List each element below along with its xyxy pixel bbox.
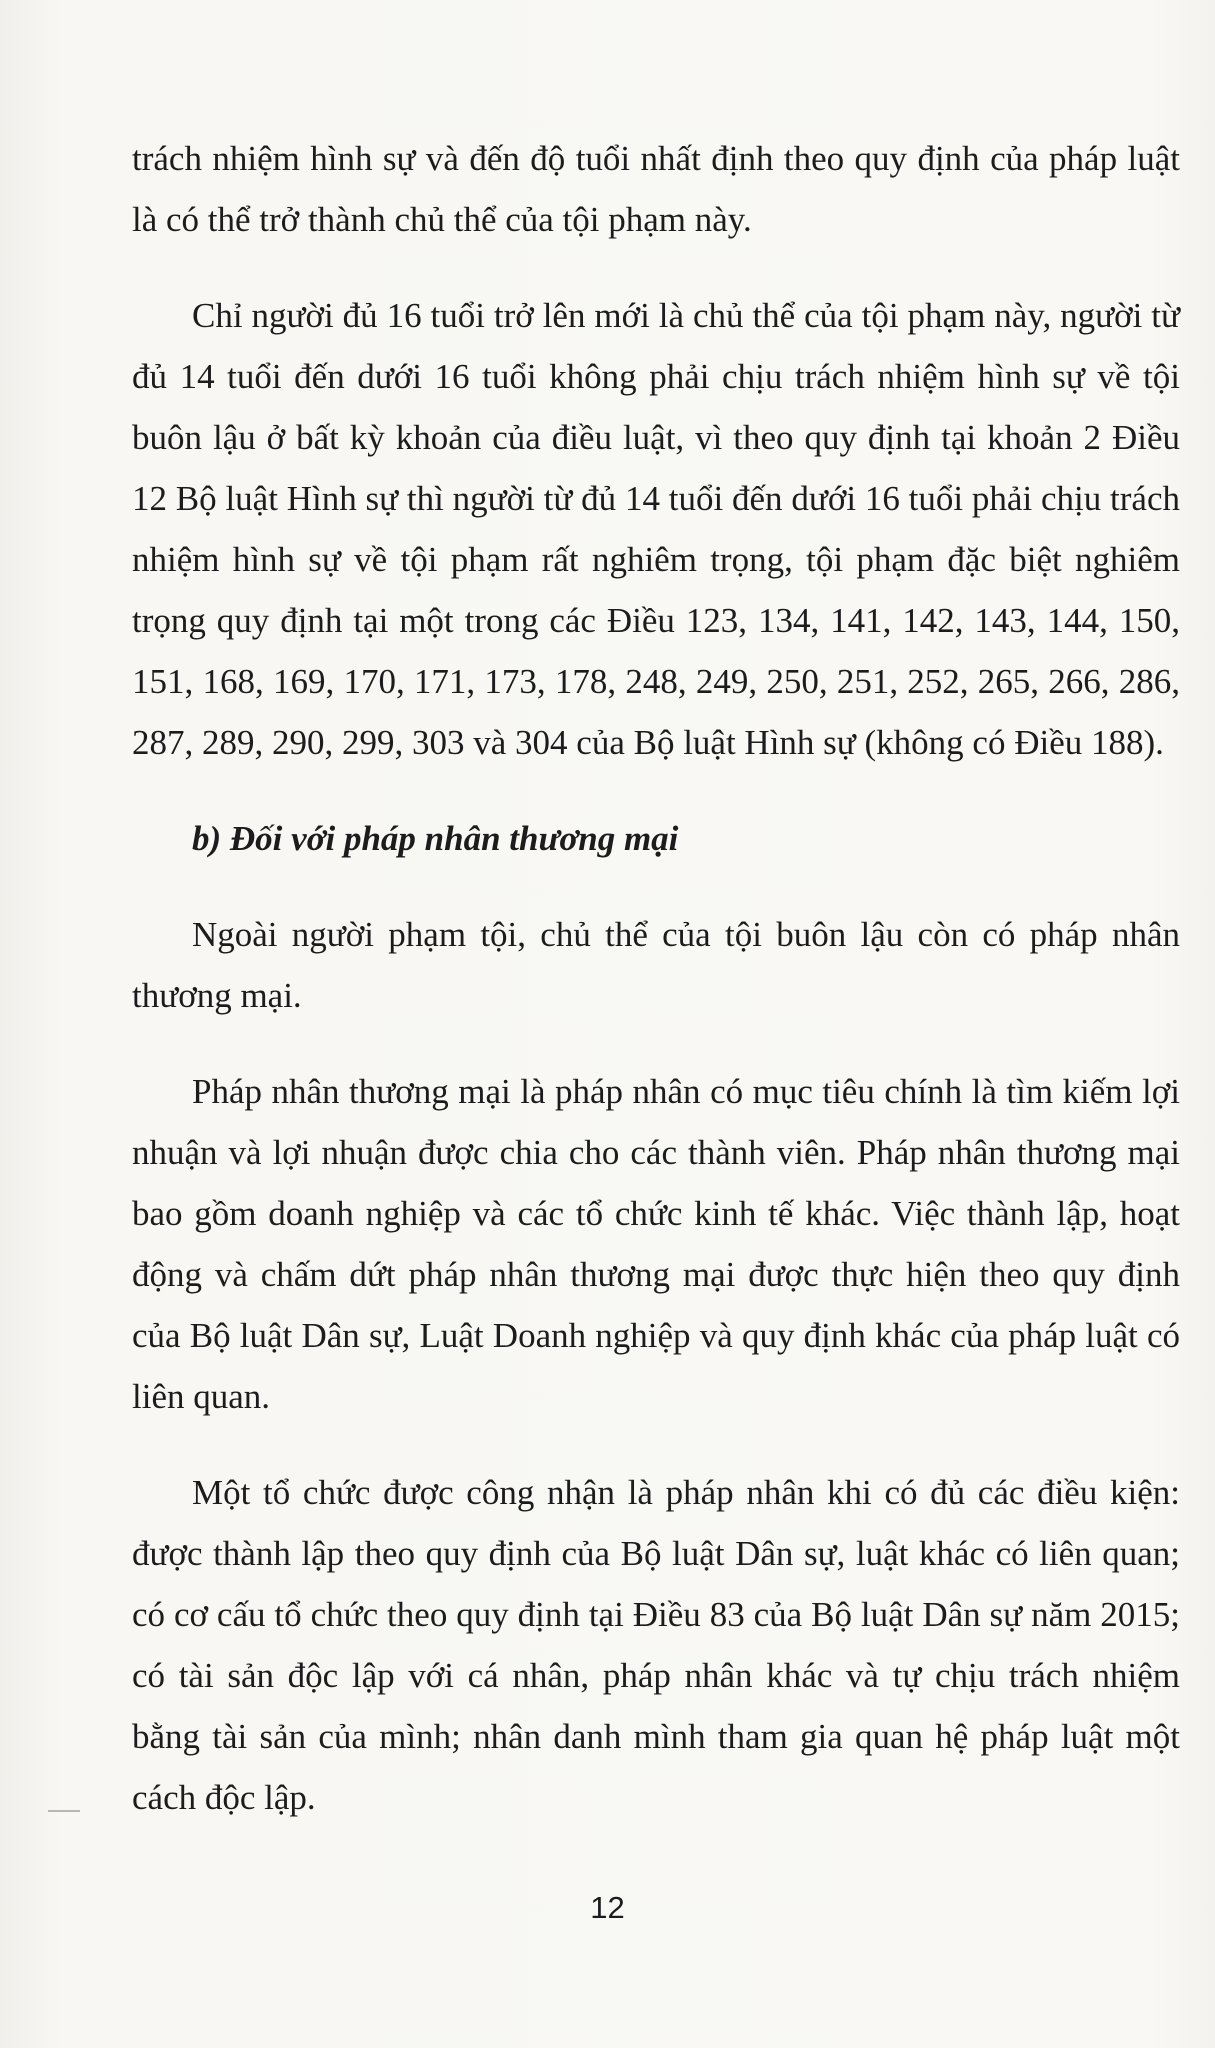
paragraph-continued: trách nhiệm hình sự và đến độ tuổi nhất định theo quy định của pháp luật là có thể trở thành chủ thể của tội phạm này.: [132, 139, 1180, 239]
paragraph-commercial-entity-definition: Pháp nhân thương mại là pháp nhân có mục tiêu chính là tìm kiếm lợi nhuận và lợi nhuận được chia cho các thành viên. Pháp nhân thương mại bao gồm doanh nghiệp và các tổ chức kinh tế khác. Việc thành lập, hoạt động và chấm dứt pháp nhân thương mại được thực hiện theo quy định của Bộ luật Dân sự, Luật Doanh nghiệp và quy định khác của pháp luật có liên quan.: [132, 1072, 1180, 1416]
paragraph-age-requirement: Chỉ người đủ 16 tuổi trở lên mới là chủ thể của tội phạm này, người từ đủ 14 tuổi đến dưới 16 tuổi không phải chịu trách nhiệm hình sự về tội buôn lậu ở bất kỳ khoản của điều luật, vì theo quy định tại khoản 2 Điều 12 Bộ luật Hình sự thì người từ đủ 14 tuổi đến dưới 16 tuổi phải chịu trách nhiệm hình sự về tội phạm rất nghiêm trọng, tội phạm đặc biệt nghiêm trọng quy định tại một trong các Điều 123, 134, 141, 142, 143, 144, 150, 151, 168, 169, 170, 171, 173, 178, 248, 249, 250, 251, 252, 265, 266, 286, 287, 289, 290, 299, 303 và 304 của Bộ luật Hình sự (không có Điều 188).: [132, 296, 1180, 762]
body-text: [132, 128, 1180, 1863]
page-number: 12: [590, 1890, 625, 1925]
paragraph-legal-entity-conditions: Một tổ chức được công nhận là pháp nhân khi có đủ các điều kiện: được thành lập theo quy định của Bộ luật Dân sự, luật khác có liên quan; có cơ cấu tổ chức theo quy định tại Điều 83 của Bộ luật Dân sự năm 2015; có tài sản độc lập với cá nhân, pháp nhân khác và tự chịu trách nhiệm bằng tài sản của mình; nhân danh mình tham gia quan hệ pháp luật một cách độc lập.: [132, 1473, 1180, 1817]
paragraph-commercial-entity-intro: Ngoài người phạm tội, chủ thể của tội buôn lậu còn có pháp nhân thương mại.: [132, 915, 1180, 1015]
margin-mark: [48, 1810, 80, 1812]
section-heading: b) Đối với pháp nhân thương mại: [192, 819, 679, 858]
